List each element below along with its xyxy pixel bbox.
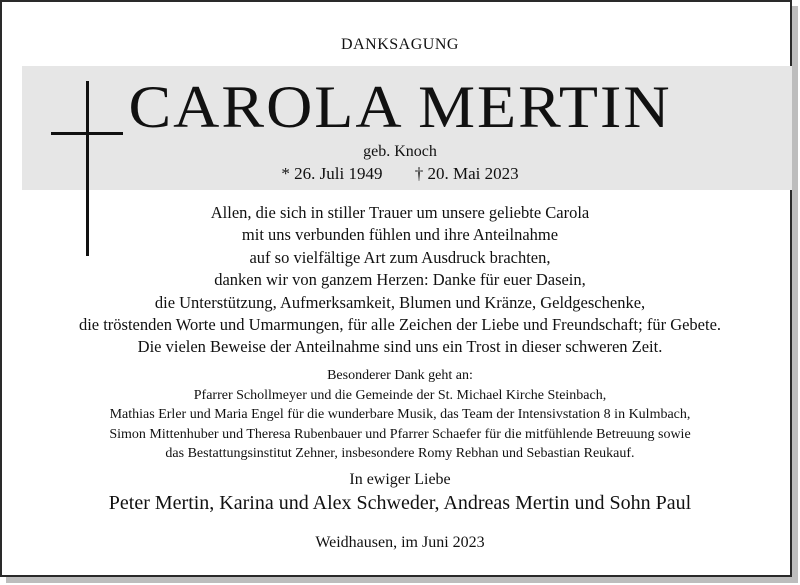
special-line: Simon Mittenhuber und Theresa Rubenbauer und Pfarrer Schaefer für die mitfühlende Betreuung sowie [109, 426, 691, 442]
thanks-line: Die vielen Beweise der Anteilnahme sind uns ein Trost in dieser schweren Zeit. [137, 337, 663, 357]
notice-heading: DANKSAGUNG [341, 36, 459, 53]
thanks-line: danken wir von ganzem Herzen: Danke für euer Dasein, [214, 270, 586, 290]
special-line: Mathias Erler und Maria Engel für die wunderbare Musik, das Team der Intensivstation 8 in Kulmbach, [109, 407, 691, 423]
thanks-line: die tröstenden Worte und Umarmungen, für alle Zeichen der Liebe und Freundschaft; für Gebete. [78, 315, 722, 335]
thanks-line: mit uns verbunden fühlen und ihre Anteilnahme [241, 225, 559, 245]
survivors-names: Peter Mertin, Karina und Alex Schweder, Andreas Mertin und Sohn Paul [108, 492, 692, 514]
place-date: Weidhausen, im Juni 2023 [315, 534, 485, 551]
special-line: Besonderer Dank geht an: [327, 368, 473, 383]
closing-phrase: In ewiger Liebe [349, 471, 451, 488]
thanks-line: Allen, die sich in stiller Trauer um unsere geliebte Carola [210, 203, 590, 222]
special-thanks [0, 366, 800, 464]
birth-date: * 26. Juli 1949 [281, 164, 383, 183]
thanks-paragraph [0, 202, 800, 359]
death-date: † 20. Mai 2023 [414, 164, 519, 183]
thanks-line: auf so vielfältige Art zum Ausdruck brachten, [249, 247, 551, 267]
thanks-line: die Unterstützung, Aufmerksamkeit, Blumen und Kränze, Geldgeschenke, [154, 292, 646, 312]
deceased-name: CAROLA MERTIN [128, 72, 672, 141]
life-dates [0, 164, 800, 184]
special-line: Pfarrer Schollmeyer und die Gemeinde der St. Michael Kirche Steinbach, [193, 387, 607, 403]
special-line: das Bestattungsinstitut Zehner, insbesondere Romy Rebhan und Sebastian Reukauf. [165, 446, 635, 462]
birth-name: geb. Knoch [363, 143, 437, 160]
